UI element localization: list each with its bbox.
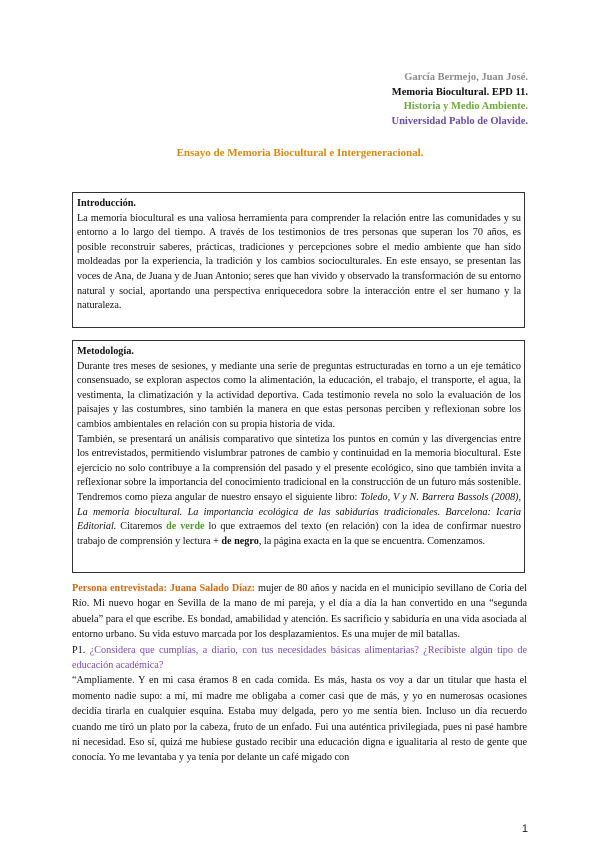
interviewee-label: Persona entrevistada: Juana Salado Díaz: <box>72 583 256 594</box>
black-marker-text: de negro <box>221 535 259 547</box>
method-box <box>72 340 525 573</box>
interviewee-intro <box>72 581 527 643</box>
header-block <box>391 71 528 129</box>
interview-section <box>72 581 527 766</box>
method-paragraph-1: Durante tres meses de sesiones, y mediante una serie de preguntas estructuradas en torno a un eje temático consensuado, se exploran aspectos como la alimentación, la educación, el trabajo, el transporte, el agua, la vestimenta, la climatización y la actividad deportiva. Cada testimonio revela no solo la evaluación de los paisajes y las costumbres, sino también la manera en que estas personas perciben y reflexionan sobre los cambios ambientales en relación con su propia historia de vida. <box>77 360 521 430</box>
university-name: Universidad Pablo de Olavide. <box>391 115 528 127</box>
method-heading: Metodología. <box>77 346 134 357</box>
book-reference: Toledo, V y N. Barrera Bassols (2008), La memoria biocultural. La importancia ecológica de las sabidurías tradicionales. Barcelona: Icaria Editorial. <box>77 491 521 533</box>
question-text: ¿Considera que cumplías, a diario, con tus necesidades básicas alimentarias? ¿Recibiste algún tipo de educación académica? <box>72 644 527 672</box>
intro-box <box>72 192 525 328</box>
green-marker-text: de verde <box>166 521 205 533</box>
question-number: P1. <box>72 644 90 656</box>
subject-name: Historia y Medio Ambiente. <box>403 101 528 113</box>
essay-title: Ensayo de Memoria Biocultural e Intergeneracional. <box>176 147 424 159</box>
question-1 <box>72 643 527 674</box>
method-p2-text-b: Citaremos <box>116 521 167 533</box>
intro-heading: Introducción. <box>77 198 136 209</box>
method-p2-text-a: También, se presentará un análisis comparativo que sintetiza los puntos en común y las divergencias entre los entrevistados, permitiendo vislumbrar patrones de cambio y continuidad en la memoria biocultural. Este ejercicio no solo contribuye a la comprensión del pasado y el presente ecológico, sino que también invita a reflexionar sobre la importancia del conocimiento tradicional en la construcción de un futuro más sostenible. Tendremos como pieza angular de nuestro ensayo el siguiente libro: <box>77 433 521 503</box>
answer-1: “Ampliamente. Y en mi casa éramos 8 en cada comida. Es más, hasta os voy a dar un titular que hasta el momento nadie supo: a mí, mi madre me obligaba a comer casi que de más, y yo en numerosas ocasiones decidía tirarla en cualquier esquina. Estaba muy delgada, pero yo me sentía bien. Incluso un día recuerdo cuando me tiró un plato por la cabeza, fruto de un enfado. Fui una auténtica privilegiada, pues ni pasé hambre ni necesidad. Eso sí, quizá me hubiese gustado recibir una educación digna e igualitaria al resto de gente que conocía. Yo me levantaba y ya tenía por delante un café migado con <box>72 675 527 764</box>
method-p2-text-c: lo que extraemos del texto (en relación) con la idea de confirmar nuestro trabajo de comprensión y lectura + <box>77 521 522 547</box>
interviewee-description: mujer de 80 años y nacida en el municipio sevillano de Coria del Río. Mi nuevo hogar en Sevilla de la mano de mi pareja, y el día a día la han convertido en una “segunda abuela” para el que escribe. Es bondad, amabilidad y atención. Es sacrificio y sabiduría en una vida asociada al entorno urbano. Su vida estuvo marcada por los desplazamientos. Es una mujer de mil batallas. <box>72 583 527 641</box>
method-p2-text-d: , la página exacta en la que se encuentra. Comenzamos. <box>258 535 486 547</box>
author-name: García Bermejo, Juan José. <box>404 72 528 83</box>
method-paragraph-2 <box>77 433 521 550</box>
intro-text: La memoria biocultural es una valiosa herramienta para comprender la relación entre las comunidades y su entorno a lo largo del tiempo. A través de los testimonios de tres personas que superan los 70 años, es posible reconstruir saberes, prácticas, tradiciones y percepciones sobre el medio ambiente que han sido moldeadas por la experiencia, la tradición y los cambios socioculturales. En este ensayo, se presentan las voces de Ana, de Juana y de Juan Antonio; seres que han vivido y observado la transformación de su entorno natural y social, aportando una perspectiva enriquecedora sobre la interacción entre el ser humano y la naturaleza. <box>77 212 521 312</box>
page-number: 1 <box>521 823 528 835</box>
course-name: Memoria Biocultural. EPD 11. <box>391 86 528 98</box>
